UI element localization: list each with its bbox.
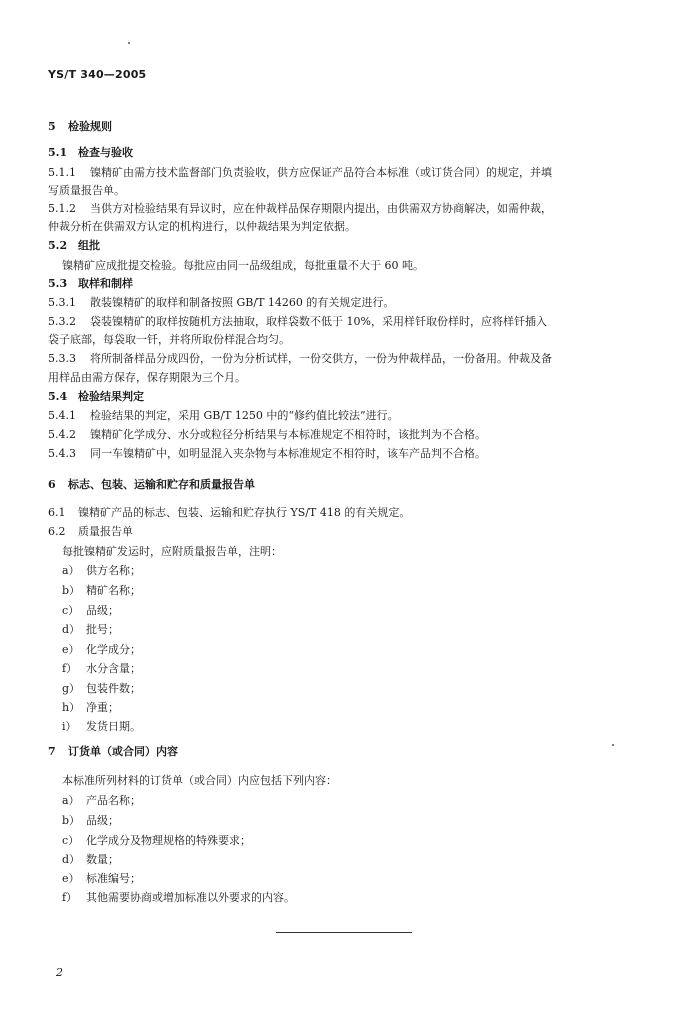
clause-text: 产品名称； bbox=[86, 794, 141, 807]
body-line bbox=[62, 564, 141, 578]
clause-number: d） bbox=[62, 853, 81, 866]
section-heading bbox=[48, 745, 178, 759]
body-line bbox=[48, 506, 410, 520]
clause-number: 5.3.1 bbox=[48, 296, 76, 309]
body-line bbox=[62, 720, 141, 734]
body-line bbox=[48, 202, 552, 216]
section-heading bbox=[48, 146, 133, 160]
body-line bbox=[62, 643, 141, 657]
clause-text: 净重； bbox=[86, 701, 119, 714]
section-heading bbox=[48, 120, 112, 134]
clause-number: 5.2 bbox=[48, 239, 68, 252]
clause-text: 品级； bbox=[86, 604, 119, 617]
section-heading bbox=[48, 277, 133, 291]
clause-text: 检查与验收 bbox=[78, 146, 133, 159]
clause-number: 5.3.3 bbox=[48, 352, 76, 365]
clause-text: 标志、包装、运输和贮存和质量报告单 bbox=[68, 478, 255, 491]
clause-number: h） bbox=[62, 701, 81, 714]
clause-text: 将所制备样品分成四份，一份为分析试样，一份交供方，一份为仲裁样品，一份备用。仲裁及备 bbox=[90, 352, 552, 365]
body-line bbox=[62, 545, 282, 559]
clause-number: f） bbox=[62, 891, 78, 904]
body-line bbox=[62, 682, 141, 696]
clause-text: 仲裁分析在供需双方认定的机构进行，以仲裁结果为判定依据。 bbox=[48, 220, 356, 233]
clause-number: 5.3 bbox=[48, 277, 68, 290]
clause-text: 写质量报告单。 bbox=[48, 184, 125, 197]
end-rule bbox=[276, 932, 412, 933]
scan-speck bbox=[128, 42, 130, 44]
body-line bbox=[48, 447, 486, 461]
clause-number: 5 bbox=[48, 120, 56, 133]
standard-code-header: YS/T 340—2005 bbox=[48, 68, 147, 81]
clause-number: 7 bbox=[48, 745, 56, 758]
clause-number: 6.1 bbox=[48, 506, 66, 519]
clause-number: d） bbox=[62, 623, 81, 636]
body-line bbox=[62, 604, 119, 618]
section-heading bbox=[48, 390, 144, 404]
clause-text: 化学成分及物理规格的特殊要求； bbox=[86, 834, 251, 847]
body-line bbox=[48, 409, 399, 423]
clause-text: 供方名称； bbox=[86, 564, 141, 577]
body-line bbox=[62, 259, 424, 273]
clause-number: 6 bbox=[48, 478, 56, 491]
clause-text: 检验结果的判定，采用 GB/T 1250 中的“修约值比较法”进行。 bbox=[90, 409, 399, 422]
clause-text: 本标准所列材料的订货单（或合同）内应包括下列内容： bbox=[62, 774, 337, 787]
clause-text: 批号； bbox=[86, 623, 119, 636]
clause-number: c） bbox=[62, 604, 80, 617]
body-line bbox=[62, 701, 119, 715]
clause-text: 散装镍精矿的取样和制备按照 GB/T 14260 的有关规定进行。 bbox=[90, 296, 395, 309]
clause-text: 每批镍精矿发运时，应附质量报告单，注明： bbox=[62, 545, 282, 558]
body-line bbox=[62, 834, 251, 848]
clause-number: e） bbox=[62, 643, 80, 656]
body-line bbox=[48, 371, 246, 385]
clause-text: 当供方对检验结果有异议时，应在仲裁样品保存期限内提出，由供需双方协商解决，如需仲裁， bbox=[90, 202, 552, 215]
clause-text: 镍精矿应成批提交检验。每批应由同一品级组成，每批重量不大于 60 吨。 bbox=[62, 259, 424, 272]
clause-text: 检验规则 bbox=[68, 120, 112, 133]
body-line bbox=[62, 623, 119, 637]
clause-text: 袋装镍精矿的取样按随机方法抽取，取样袋数不低于 10%，采用样钎取份样时，应将样钎插入 bbox=[90, 315, 547, 328]
clause-number: g） bbox=[62, 682, 81, 695]
body-line bbox=[48, 296, 394, 310]
clause-text: 标准编号； bbox=[86, 872, 141, 885]
clause-number: 5.4 bbox=[48, 390, 68, 403]
clause-number: f） bbox=[62, 662, 78, 675]
clause-text: 包装件数； bbox=[86, 682, 141, 695]
body-line bbox=[48, 525, 133, 539]
clause-text: 用样品由需方保存，保存期限为三个月。 bbox=[48, 371, 246, 384]
clause-number: a） bbox=[62, 564, 80, 577]
clause-number: 5.1.1 bbox=[48, 166, 76, 179]
clause-number: b） bbox=[62, 814, 81, 827]
clause-text: 质量报告单 bbox=[78, 525, 133, 538]
clause-text: 袋子底部，每袋取一钎，并将所取份样混合均匀。 bbox=[48, 333, 290, 346]
clause-text: 精矿名称； bbox=[86, 584, 141, 597]
clause-text: 水分含量； bbox=[86, 662, 141, 675]
clause-text: 检验结果判定 bbox=[78, 390, 144, 403]
clause-number: 5.1.2 bbox=[48, 202, 76, 215]
scan-speck bbox=[612, 744, 614, 746]
body-line bbox=[48, 166, 552, 180]
clause-text: 数量； bbox=[86, 853, 119, 866]
clause-number: i） bbox=[62, 720, 77, 733]
body-line bbox=[48, 428, 486, 442]
body-line bbox=[62, 584, 141, 598]
body-line bbox=[62, 891, 295, 905]
clause-text: 同一车镍精矿中，如明显混入夹杂物与本标准规定不相符时，该车产品判不合格。 bbox=[90, 447, 486, 460]
clause-text: 组批 bbox=[78, 239, 100, 252]
clause-number: 6.2 bbox=[48, 525, 66, 538]
clause-text: 取样和制样 bbox=[78, 277, 133, 290]
clause-text: 镍精矿化学成分、水分或粒径分析结果与本标准规定不相符时，该批判为不合格。 bbox=[90, 428, 486, 441]
section-heading bbox=[48, 478, 255, 492]
clause-number: 5.1 bbox=[48, 146, 68, 159]
clause-text: 镍精矿产品的标志、包装、运输和贮存执行 YS/T 418 的有关规定。 bbox=[78, 506, 411, 519]
clause-text: 化学成分； bbox=[86, 643, 141, 656]
clause-text: 其他需要协商或增加标准以外要求的内容。 bbox=[86, 891, 295, 904]
clause-number: 5.4.1 bbox=[48, 409, 76, 422]
clause-text: 订货单（或合同）内容 bbox=[68, 745, 178, 758]
clause-number: e） bbox=[62, 872, 80, 885]
clause-number: a） bbox=[62, 794, 80, 807]
body-line bbox=[62, 853, 119, 867]
clause-number: 5.4.2 bbox=[48, 428, 76, 441]
body-line bbox=[62, 794, 141, 808]
clause-text: 品级； bbox=[86, 814, 119, 827]
body-line bbox=[48, 184, 125, 198]
clause-number: c） bbox=[62, 834, 80, 847]
body-line bbox=[62, 872, 141, 886]
body-line bbox=[62, 814, 119, 828]
body-line bbox=[48, 333, 290, 347]
section-heading bbox=[48, 239, 100, 253]
clause-text: 镍精矿由需方技术监督部门负责验收，供方应保证产品符合本标准（或订货合同）的规定，并填 bbox=[90, 166, 552, 179]
body-line bbox=[62, 774, 337, 788]
clause-text: 发货日期。 bbox=[86, 720, 141, 733]
body-line bbox=[48, 220, 356, 234]
page-number: 2 bbox=[56, 966, 63, 979]
body-line bbox=[62, 662, 141, 676]
clause-number: 5.3.2 bbox=[48, 315, 76, 328]
body-line bbox=[48, 315, 547, 329]
clause-number: 5.4.3 bbox=[48, 447, 76, 460]
body-line bbox=[48, 352, 552, 366]
clause-number: b） bbox=[62, 584, 81, 597]
